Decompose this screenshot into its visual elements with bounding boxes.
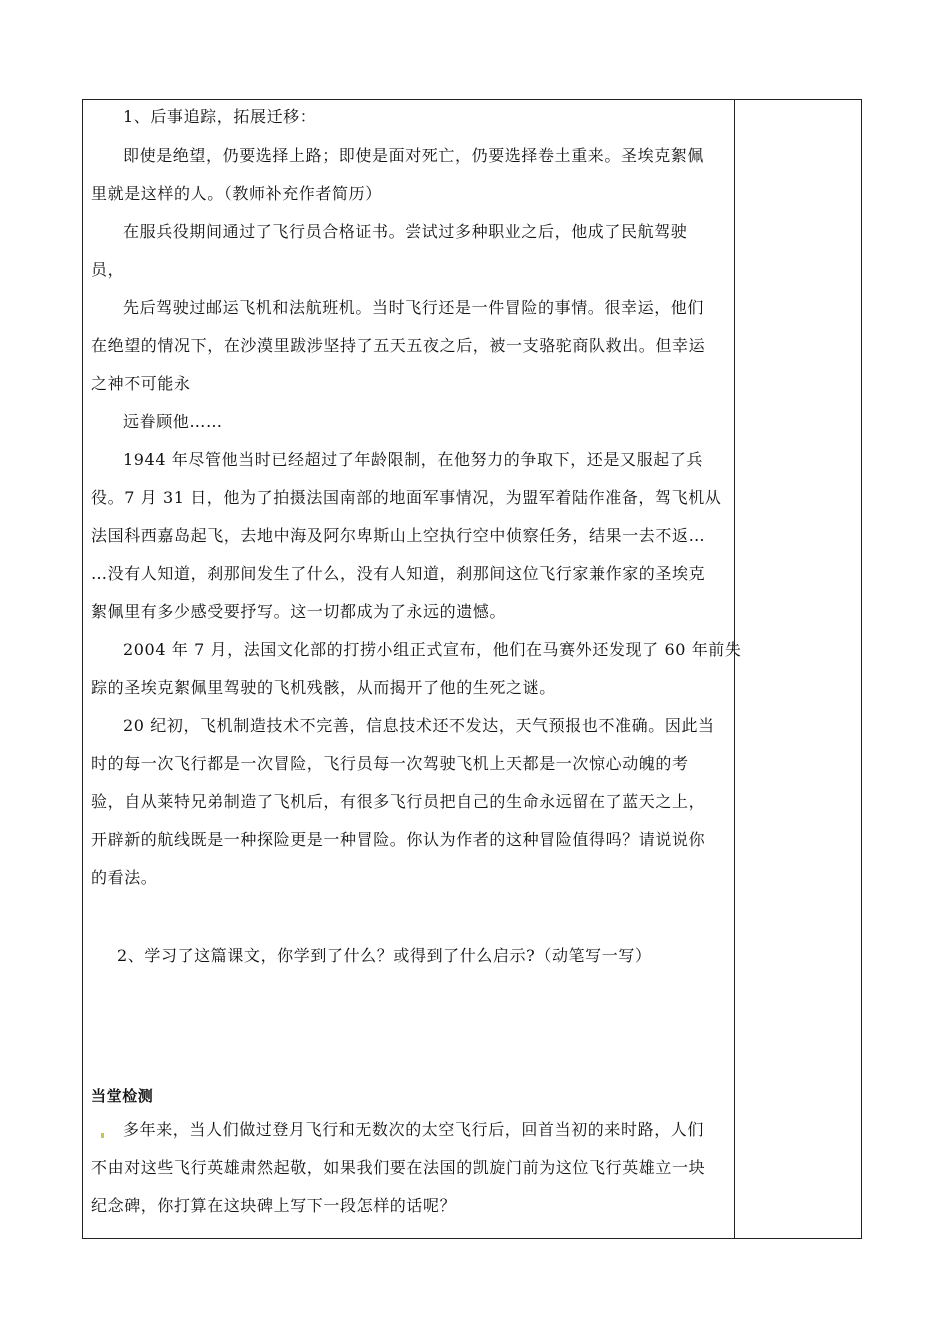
paragraph-line: 开辟新的航线既是一种探险更是一种冒险。你认为作者的这种冒险值得吗？请说说你 — [91, 830, 706, 849]
section-heading: 当堂检测 — [91, 1087, 154, 1105]
paragraph-line: 2004 年 7 月，法国文化部的打捞小组正式宣布，他们在马赛外还发现了 60 年前失 — [123, 640, 742, 659]
mark-dot — [101, 1133, 104, 1138]
section1-title: 1、后事追踪，拓展迁移： — [123, 107, 317, 126]
paragraph-line: 里就是这样的人。（教师补充作者简历） — [91, 184, 382, 203]
paragraph-line: 纪念碑，你打算在这块碑上写下一段怎样的话呢？ — [91, 1196, 457, 1215]
paragraph-line: 1944 年尽管他当时已经超过了年龄限制，在他努力的争取下，还是又服起了兵 — [123, 450, 704, 469]
paragraph-line: 在服兵役期间通过了飞行员合格证书。尝试过多种职业之后，他成了民航驾驶 — [123, 222, 688, 241]
paragraph-line: 20 纪初，飞机制造技术不完善，信息技术还不发达，天气预报也不准确。因此当 — [123, 716, 715, 735]
section2-title: 2、学习了这篇课文，你学到了什么？或得到了什么启示?（动笔写一写） — [117, 946, 652, 965]
paragraph-line: 验，自从莱特兄弟制造了飞机后，有很多飞行员把自己的生命永远留在了蓝天之上， — [91, 792, 706, 811]
paragraph-line: 絮佩里有多少感受要抒写。这一切都成为了永远的遗憾。 — [91, 602, 507, 621]
paragraph-line: 远眷顾他…… — [123, 412, 223, 431]
paragraph-line: 法国科西嘉岛起飞，去地中海及阿尔卑斯山上空执行空中侦察任务，结果一去不返… — [91, 526, 706, 545]
page-table — [82, 99, 862, 1239]
paragraph-line: 在绝望的情况下，在沙漠里跋涉坚持了五天五夜之后，被一支骆驼商队救出。但幸运 — [91, 336, 706, 355]
column-divider — [734, 100, 735, 1238]
paragraph-line: 役。7 月 31 日，他为了拍摄法国南部的地面军事情况，为盟军着陆作准备，驾飞机从 — [91, 488, 722, 507]
paragraph-line: …没有人知道，刹那间发生了什么，没有人知道，刹那间这位飞行家兼作家的圣埃克 — [91, 564, 706, 583]
paragraph-line: 的看法。 — [91, 868, 158, 887]
paragraph-line: 员， — [91, 260, 125, 279]
paragraph-line: 先后驾驶过邮运飞机和法航班机。当时飞行还是一件冒险的事情。很幸运，他们 — [123, 298, 705, 317]
paragraph-line: 不由对这些飞行英雄肃然起敬，如果我们要在法国的凯旋门前为这位飞行英雄立一块 — [91, 1158, 706, 1177]
paragraph-line: 即使是绝望，仍要选择上路；即使是面对死亡，仍要选择卷土重来。圣埃克絮佩 — [123, 146, 705, 165]
paragraph-line: 时的每一次飞行都是一次冒险，飞行员每一次驾驶飞机上天都是一次惊心动魄的考 — [91, 754, 689, 773]
paragraph-line: 踪的圣埃克絮佩里驾驶的飞机残骸，从而揭开了他的生死之谜。 — [91, 678, 556, 697]
paragraph-line: 之神不可能永 — [91, 374, 191, 393]
paragraph-line: 多年来，当人们做过登月飞行和无数次的太空飞行后，回首当初的来时路，人们 — [123, 1120, 705, 1139]
